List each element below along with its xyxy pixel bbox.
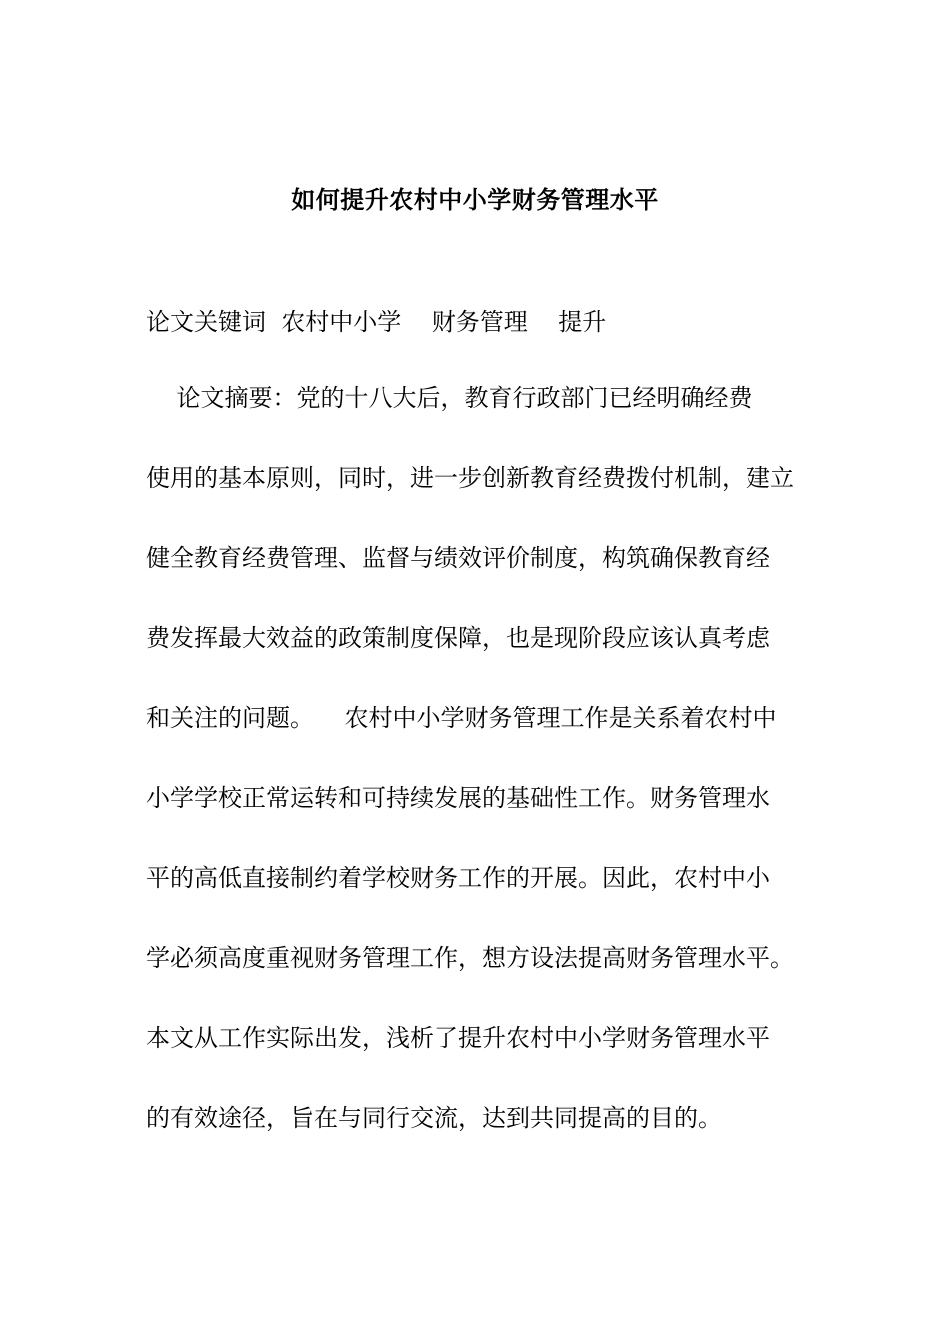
- abstract-line: 使用的基本原则，同时，进一步创新教育经费拨付机制，建立: [146, 464, 794, 492]
- abstract-line: 学必须高度重视财务管理工作，想方设法提高财务管理水平。: [146, 944, 794, 972]
- abstract-line: 小学学校正常运转和可持续发展的基础性工作。财务管理水: [146, 784, 770, 812]
- abstract-line: 论文摘要：党的十八大后，教育行政部门已经明确经费: [146, 384, 753, 412]
- abstract-line: 费发挥最大效益的政策制度保障，也是现阶段应该认真考虑: [146, 624, 770, 652]
- abstract-line: 的有效途径，旨在与同行交流，达到共同提高的目的。: [146, 1104, 722, 1132]
- keywords-line: 论文关键词 农村中小学 财务管理 提升: [146, 308, 607, 336]
- abstract-line: 和关注的问题。 农村中小学财务管理工作是关系着农村中: [146, 704, 777, 732]
- document-title: 如何提升农村中小学财务管理水平: [291, 185, 659, 214]
- abstract-line: 健全教育经费管理、监督与绩效评价制度，构筑确保教育经: [146, 544, 770, 572]
- abstract-line: 平的高低直接制约着学校财务工作的开展。因此，农村中小: [146, 864, 770, 892]
- abstract-line: 本文从工作实际出发，浅析了提升农村中小学财务管理水平: [146, 1024, 770, 1052]
